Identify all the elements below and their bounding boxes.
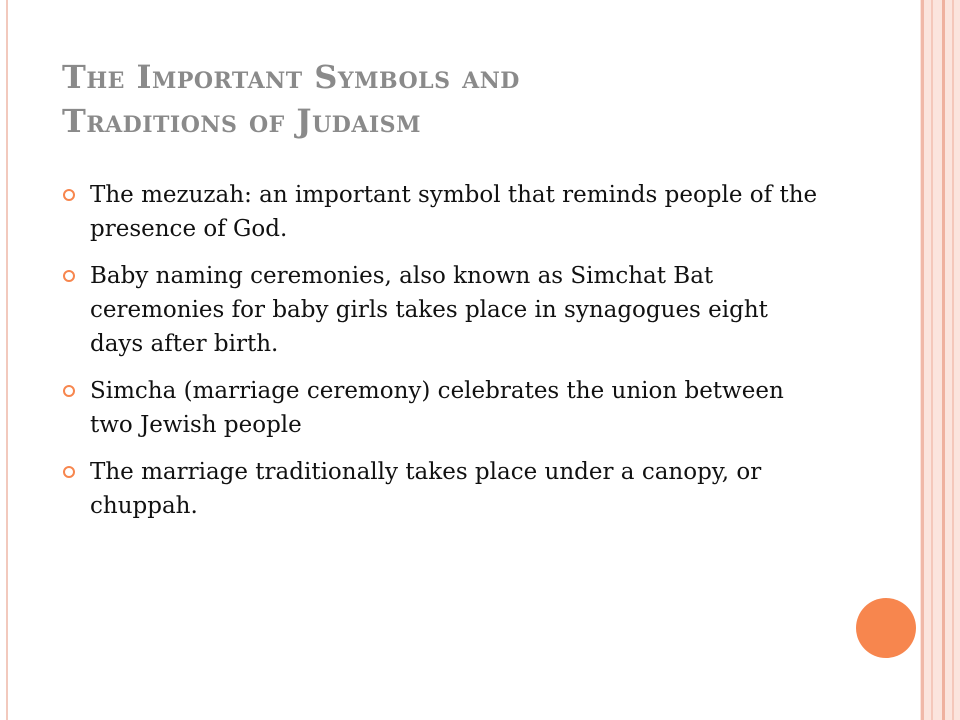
slide-title-line-2: Traditions of Judaism <box>62 102 421 140</box>
slide-title <box>62 55 882 143</box>
bullet-text: Baby naming ceremonies, also known as Simchat Bat ceremonies for baby girls takes place in synagogues eight days after birth. <box>90 263 768 357</box>
accent-circle <box>856 598 916 658</box>
bullet-list <box>62 178 822 536</box>
slide-title-line-1: The Important Symbols and <box>62 58 520 96</box>
open-circle-bullet-icon <box>62 188 76 202</box>
bullet-item <box>62 455 822 523</box>
right-decorative-band <box>920 0 960 720</box>
open-circle-bullet-icon <box>62 465 76 479</box>
bullet-item <box>62 374 822 442</box>
bullet-text: Simcha (marriage ceremony) celebrates the union between two Jewish people <box>90 378 784 438</box>
decorative-stripe <box>952 0 954 720</box>
open-circle-bullet-icon <box>62 269 76 283</box>
bullet-item <box>62 259 822 361</box>
bullet-text: The marriage traditionally takes place under a canopy, or chuppah. <box>90 459 762 519</box>
decorative-stripe <box>931 0 933 720</box>
bullet-item <box>62 178 822 246</box>
bullet-text: The mezuzah: an important symbol that reminds people of the presence of God. <box>90 182 818 242</box>
left-border-line <box>6 0 8 720</box>
decorative-stripe <box>942 0 945 720</box>
decorative-stripe <box>921 0 924 720</box>
open-circle-bullet-icon <box>62 384 76 398</box>
